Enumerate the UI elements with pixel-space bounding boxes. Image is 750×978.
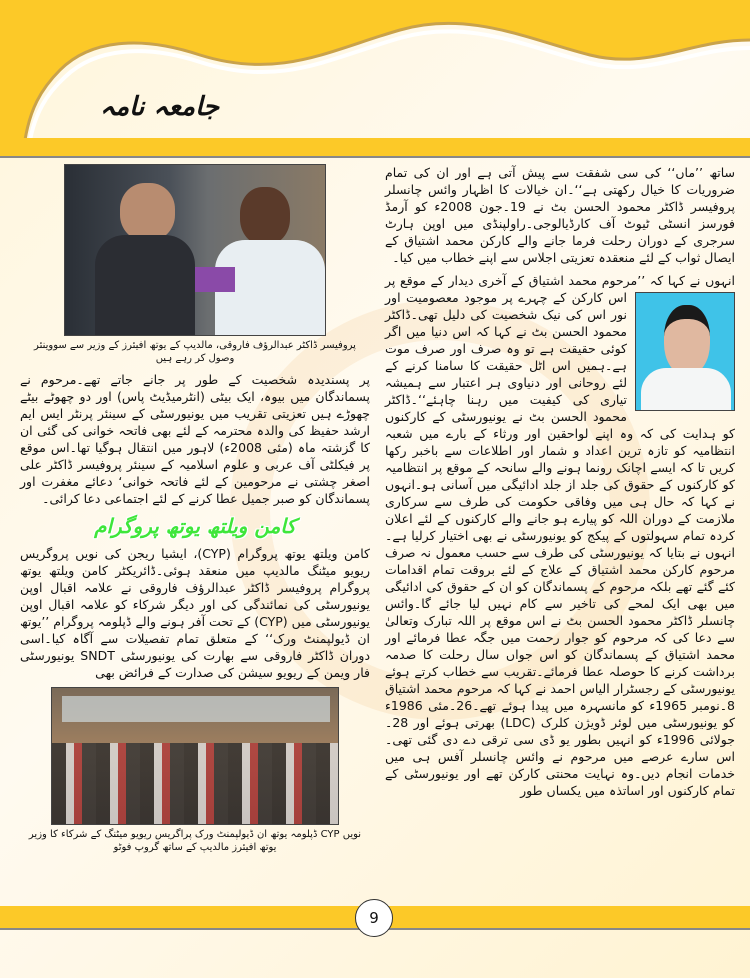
text-line: صدمہ برداشت کرنے کا حوصلہ عطا فرمائے۔تقریب سے خطاب کرتے ہوئے (385, 647, 735, 679)
magazine-title: جامعہ نامہ (100, 92, 220, 122)
text-line: ورک‘‘ کے متعلق تمام تفصیلات سے آگاہ کیا۔اسی دوران ڈاکٹر فاروقی سے بھارت کی (20, 631, 371, 663)
text-line: باخبر رکھا کریں تا کہ ایسے اچانک رونما ہونے والے سانحہ کے موقع پر انتظامیہ کو کارکنوں (385, 443, 735, 492)
text-line: کے سینئر پرنٹر ایس ایم ارشد حفیظ کی والدہ محترمہ کے لئے بھی فاتحہ خوانی کی گئی ان کا (20, 406, 370, 455)
text-line: رحمت میں جگہ عطا فرمائے اور محمد اشتیاق کے پسماندگان کو اس جواں سال رحلت کا (385, 630, 735, 662)
left-column (20, 164, 370, 902)
text-line: ہے۔انہوں نے بتایا کہ یونیورسٹی کی طرف سے حسب معمول نہ صرف مرحوم کارکن محمد (385, 528, 735, 577)
text-line: پر پسندیدہ شخصیت کے طور پر جانے جاتے تھے۔مرحوم نے پسماندگان میں بیوہ، ایک (20, 372, 370, 404)
text-line: دیں۔وہ نہایت محنتی کارکن تھے اور یونیورسٹی کے تمام کارکنوں اور اساتذہ میں یکساں طور (385, 766, 735, 798)
left-paragraph-2 (20, 545, 370, 681)
text-line: چانسلر ڈاکٹر محمود الحسن بٹ نے اس موقع پر اللہ تبارک وتعالیٰ سے دعا کی کہ مرحوم کو جوار (385, 613, 735, 645)
right-paragraph-2 (385, 272, 735, 799)
photo2-caption: نویں CYP ڈپلومہ یوتھ ان ڈیولپمنٹ ورک پراگریس ریویو میٹنگ کے شرکاء کا وزیر یوتھ افیئرز مالدیپ کے ساتھ گروپ فوٹو (28, 829, 362, 853)
text-line: لواحقین اور ورثاء کے بارے میں شعبہ انتظامیہ کو تازہ ترین اعداد و شمار اور اطلاعات سے (385, 426, 736, 458)
text-line: کامن ویلتھ یوتھ پروگرام (CYP)، ایشیا ریجن کی نویں پروگریس ریویو میٹنگ (20, 546, 370, 578)
text-line: کی دلیل تھی۔ڈاکٹر محمود الحسن بٹ نے کہا کہ اس دنیا (385, 307, 627, 339)
text-line: اشتیاق کے علاج کے لئے بروقت تمام اقدامات کئے گئے تھے بلکہ مرحوم کے پسماندگان (385, 562, 735, 594)
photo1-caption: پروفیسر ڈاکٹر عبدالرؤف فاروقی، مالدیپ کے یوتھ افیئرز کے وزیر سے سووینئر وصول کر رہے ہیں (34, 340, 356, 364)
right-paragraph-1 (385, 164, 735, 266)
text-line: فاروقی نے علامہ اقبال اوپن یونیورسٹی کی نمائندگی کی اور دیگر شرکاء کو علامہ اقبال اوپن (20, 580, 370, 612)
text-line: چہرے پر موجود معصومیت اور نور اس کی نیک شخصیت (385, 290, 627, 322)
text-line: حکومت کی طرف سے سرکاری ملازمت کے دوران اللہ کو پیارے ہو جانے والے (385, 494, 736, 526)
text-line: روحانی اور دنیاوی ہر اعتبار سے ہمیشہ تیاری کی کیفیت (385, 375, 627, 407)
footer (0, 906, 750, 978)
text-line: تھی۔اس سارے عرصے میں مرحوم نے وائس چانسلر آفس ہی میں خدمات انجام (385, 732, 735, 781)
text-line: سرجری کے دوران رحلت فرما جانے والے کارکن محمد اشتیاق کے ایصال ثواب کے لئے (385, 233, 735, 265)
text-line: گزشتہ ماہ (مئی 2008ء) لاہور میں انتقال ہوگیا تھا۔اس موقع پر فیکلٹی آف عربی و (20, 440, 370, 472)
text-line: کو ان کے حقوق کی ادائیگی میں بھی ایک لمحے کی تاخیر سے کام نہیں لیا جائے گا۔وائس (385, 579, 735, 611)
text-line: بھرتی ہوئے اور 28۔جولائی 1996ء کو انہیں بطور یو ڈی سی ترقی دے دی گئی (385, 715, 735, 747)
page-number: 9 (355, 899, 393, 937)
text-line: یونیورسٹی SNDT یونیورسٹی فار ویمن کے ریویو سیشن کی صدارت کے فرائض بھی (20, 648, 370, 680)
text-line: کارکنوں کے لئے اعلان کردہ تمام سہولتوں کے پیکج کو یونیورسٹی نے بھی اختیار کرلیا (385, 511, 735, 543)
right-column (385, 164, 735, 902)
text-line: میں پیدا ہوئے تھے۔26۔مئی 1986ء کو یونیورسٹی میں لوئر ڈویژن کلرک (LDC) (385, 698, 735, 730)
text-line: مالدیپ میں منعقد ہوئی۔ڈائریکٹر کامن ویلتھ یوتھ پروگرام پروفیسر ڈاکٹر عبدالرؤف (20, 563, 370, 595)
left-paragraph-1 (20, 371, 370, 507)
text-line: میں اگر کوئی حقیقت ہے تو وہ صرف اور صرف موت (385, 324, 627, 356)
text-line: 2008ء کو آرمڈ فورسز انسٹی ٹیوٹ آف کارڈیالوجی۔راولپنڈی میں اوپن ہارٹ (385, 199, 735, 231)
text-line: ہے‘‘۔ان خیالات کا اظہار وائس چانسلر پروفیسر ڈاکٹر محمود الحسن بٹ نے 19۔جون (385, 182, 736, 214)
text-line: بیٹی (انٹرمیڈیٹ پاس) اور دو چھوٹے بیٹے چھوڑے ہیں تعزیتی تقریب میں یونیورسٹی (20, 389, 370, 421)
text-line: یونیورسٹی کے رجسٹرار الیاس احمد نے کہا کہ مرحوم محمد اشتیاق 8۔نومبر 1965ء کو مانسہرہ (385, 681, 735, 713)
text-line: منعقدہ تعزیتی اجلاس سے اپنے خطاب میں کیا۔ (392, 250, 636, 265)
text-line: یونیورسٹی میں (CYP) کے تحت آفر ہونے والے ڈپلومہ پروگرام ’’یوتھ ان ڈیولپمنٹ (20, 614, 371, 646)
text-line: دعائے مغفرت اور پسماندگان کو صبر جمیل عطا کرنے کے لئے اجتماعی دعا کرائی۔ (20, 474, 370, 506)
section-heading-cyp: کامن ویلتھ یوتھ پروگرام (94, 514, 296, 538)
text-line: ہے۔ہمیں اس اٹل حقیقت کا سامنا کرنے کے لئے (385, 358, 627, 390)
photo-souvenir-presentation (64, 164, 326, 336)
photo-group (51, 687, 339, 825)
text-line: علوم اسلامیہ کے سینئر پروفیسر ڈاکٹر علی اصغر چشتی نے مرحومین کے لئے فاتحہ خوانی‘ (20, 457, 370, 489)
text-line: انہوں نے کہا کہ ’’مرحوم محمد اشتیاق کے آخری دیدار کے موقع پر اس کارکن کے (385, 273, 735, 305)
portrait-photo (635, 292, 735, 411)
text-line: میں رہنا چاہئے‘‘۔ڈاکٹر محمود الحسن بٹ نے یونیورسٹی کے کارکنوں کو ہدایت کی کہ وہ اپنے (385, 392, 735, 441)
text-line: کے حقوق کی جلد از جلد ادائیگی میں آسانی ہو۔انہوں نے کہا کہ حال ہی میں وفاقی (385, 477, 735, 509)
text-line: ساتھ ’’ماں‘‘ کی سی شفقت سے پیش آتی ہے اور ان کی تمام ضروریات کا خیال رکھتی (385, 165, 735, 197)
